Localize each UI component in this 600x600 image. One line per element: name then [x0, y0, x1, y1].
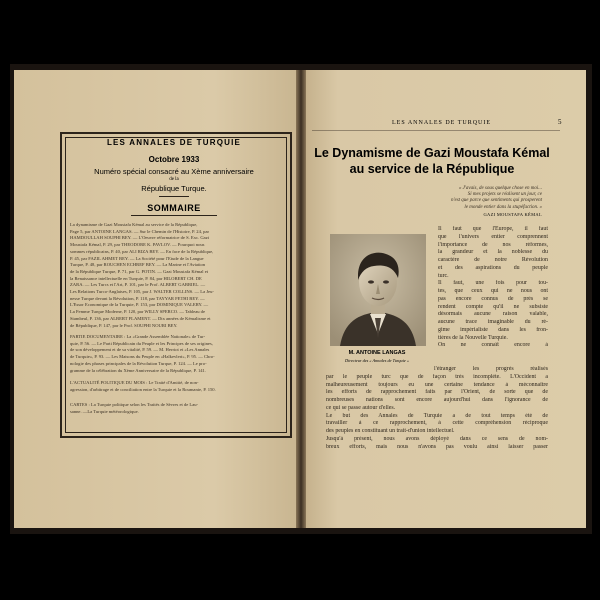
- article-line: tes, que ceux qui ne nous ont: [438, 288, 548, 294]
- documentary-line: PARTIE DOCUMENTAIRE : La «Grande Assemblée Nationale» de Tur-: [70, 334, 206, 339]
- article-line: breux efforts, mais nous n'avons pas voulu ainsi laisser passer: [326, 443, 548, 450]
- sommaire-rule: [131, 215, 217, 216]
- article-line: nombreuses nations sont encore aujourd'hui dans l'ignorance de: [326, 397, 548, 403]
- article-line: Le but des Annales de Turquie a de tout temps été de: [326, 412, 548, 419]
- left-header: [60, 138, 288, 147]
- summary-line: la Renaissance intellectuelle en Turquie, P. 84, par HILOBERT CH. DE: [70, 275, 202, 281]
- de-la: de la: [169, 177, 179, 182]
- documentary-line: nologie des phases principales de la Révolution Turque, P. 124. — Le pro-: [70, 360, 207, 366]
- summary-line: nesse Turque devant la Révolution, P. 118, par TAYYAR FETHI BEY. —: [70, 295, 205, 301]
- summary-line: HAMDOULLAH SOUPHI BEY. — L'Oeuvre réformatrice de S. Exc. Gazi: [70, 235, 210, 241]
- page-number: 5: [558, 118, 562, 126]
- article-line: rendent compte qu'il ne subsiste: [438, 303, 548, 310]
- sommaire-heading: SOMMAIRE: [147, 203, 201, 213]
- special-issue: Numéro spécial consacré au Xème anniversaire: [94, 167, 254, 176]
- summary-line: Stambeul, P. 136, par ALBERT FLAMENT. — Dix années de Kémalisme et: [70, 315, 211, 321]
- republic-line: République Turque.: [141, 184, 207, 193]
- summary-line: Turque, P. 48, par ROUCHEN ECHREF BEY. — La Marine et l'Aviation: [70, 262, 206, 268]
- portrait-figure: [330, 234, 426, 346]
- portrait-photo: [330, 234, 426, 346]
- article-line: aucune trace imaginable du ré-: [438, 319, 548, 325]
- documentary-line: gramme de la célébration du Xème Anniversaire de la République, P. 141.: [70, 367, 206, 373]
- summary-line: Les Relations Turco-Anglaises, P. 105, par J. WALTER COLLINS. — La Jeu-: [70, 289, 214, 295]
- article-title: [310, 145, 554, 177]
- epigraph-line: le monde entier dans la stupéfaction. »: [464, 204, 542, 210]
- epigraph-line: « J'avais, de sous quelque chose en moi...: [458, 186, 542, 191]
- article-line: Il faut, une fois pour tou-: [438, 280, 548, 287]
- documentary-text: [70, 334, 278, 374]
- summary-line: L'Essor Economique de la Turquie, P. 153, par DOMINIQUE VALERY. —: [70, 302, 209, 308]
- article-column-b: [326, 366, 548, 451]
- article-line: On ne connaît encore à: [438, 342, 548, 349]
- article-line: l'importance de nos réformes,: [438, 241, 548, 248]
- article-column-a: [438, 226, 548, 350]
- maps-text: [70, 402, 278, 415]
- caption-name: M. ANTOINE LANGAS: [348, 350, 406, 356]
- documentary-line: de Turquie», P. 93. — Les Maisons du Peuple en «Halkevleri», P. 95. — Chro-: [70, 354, 215, 360]
- article-line: ce qui se passe autour d'elles.: [326, 404, 396, 411]
- caption-role: Directeur des « Annales de Turquie »: [344, 358, 410, 363]
- article-line: désormais aucune raison valable,: [438, 311, 548, 318]
- running-head-rule: [312, 130, 560, 131]
- article-line: gime impérialiste dans les fron-: [438, 326, 548, 333]
- article-line: travailler à ce rapprochement, à cette compréhension réciproque: [326, 420, 548, 427]
- documentary-line: quie, P. 56. — Le Parti Républicain du Peuple et les Principes de ses origines,: [70, 340, 213, 346]
- summary-line: de la République Turque, P. 71, par G. POTIN. — Gazi Moustafa Kémal et: [70, 268, 209, 274]
- article-title-line1: Le Dynamisme de Gazi Moustafa Kémal: [314, 146, 550, 160]
- article-line: tières de la Nouvelle Turquie.: [438, 334, 508, 341]
- article-line: l'étranger les progrès réalisés: [434, 366, 548, 372]
- separator: [159, 196, 189, 197]
- politics-line: L'ACTUALITÉ POLITIQUE DU MOIS : Le Traité d'Amitié, de non-: [70, 380, 199, 385]
- article-line: Jusqu'à présent, nous avons déployé dans ce sens de nom-: [326, 435, 548, 442]
- maps-line: sanne. —La Turquie météorologique.: [70, 408, 139, 414]
- summary-line: La dynamisme de Gazi Moustafa Kémal au service de la République,: [70, 222, 198, 227]
- article-line: caractère de notre Révolution: [438, 257, 548, 263]
- summary-line: ZARA. — Les Turcs et l'Art, P. 101, par le Prof. ALBERT GABRIEL. —: [70, 282, 206, 288]
- issue-date: Octobre 1933: [148, 155, 200, 164]
- summary-line: de République, P. 147, par le Prof. SOUPHI NOURI BEY.: [70, 322, 178, 328]
- article-line: pas encore connus de près se: [438, 295, 548, 302]
- maps-line: CARTES : La Turquie politique selon les Traités de Sèvres et de Lau-: [70, 402, 199, 407]
- summary-text: [70, 222, 278, 329]
- summary-line: La Femme Turque Moderne, P. 120, par WILLY SPERCO. — Tableau de: [70, 309, 206, 315]
- epigraph-author: GAZI MOUSTAFA KÉMAL: [483, 212, 542, 217]
- politics-line: agression, d'arbitrage et de conciliation entre la Turquie et la Roumanie, P. 150.: [70, 386, 216, 392]
- article-line: des peuples en constituant un trait-d'union intellectuel.: [326, 428, 455, 434]
- article-line: par le peuple turc que de façon très incomplète. L'Occident a: [326, 373, 548, 380]
- summary-line: sommes républicains, P. 40, par ALI RIZA BEY. — En face de la République,: [70, 248, 214, 254]
- article-line: la grandeur et la noblesse du: [438, 249, 548, 256]
- article-line: Il faut que l'Europe, il faut: [438, 226, 548, 232]
- summary-line: Moustafa Kémal, P. 29, par THEODORE K. PAVLOV. — Pourquoi nous: [70, 242, 205, 248]
- article-line: malheureusement toujours eu une certaine tendance à méconnaître: [326, 381, 548, 388]
- epigraph-line: Si mes projets se réalisent un jour, ce: [467, 192, 542, 198]
- summary-line: P. 45, par FAZIL AHMET BEY. — La Société pour l'Etude de la Langue: [70, 255, 204, 261]
- summary-line: Page 5, par ANTOINE LANGAS. — Sur le Chemin de l'Histoire, P. 24, par: [70, 228, 210, 234]
- article-title-line2: au service de la République: [349, 162, 515, 176]
- article-line: et des aspirations du peuple: [438, 264, 548, 271]
- article-line: que l'univers entier comprennent: [438, 233, 548, 240]
- epigraph-line: n'est que parce que sentiments qui prosperent: [450, 198, 542, 204]
- epigraph: [436, 186, 542, 211]
- left-header-text: LES ANNALES DE TURQUIE: [106, 138, 242, 147]
- running-head: LES ANNALES DE TURQUIE: [392, 120, 492, 126]
- book-gutter: [296, 70, 306, 528]
- politics-text: [70, 380, 278, 393]
- article-line: les efforts de rapprochement faits par l'Orient, de sorte que de: [326, 389, 548, 396]
- article-line: turc.: [438, 272, 449, 279]
- documentary-line: de son développement et de sa vitalité, P. 59. — M. Herriot et «Les Annales: [70, 347, 210, 353]
